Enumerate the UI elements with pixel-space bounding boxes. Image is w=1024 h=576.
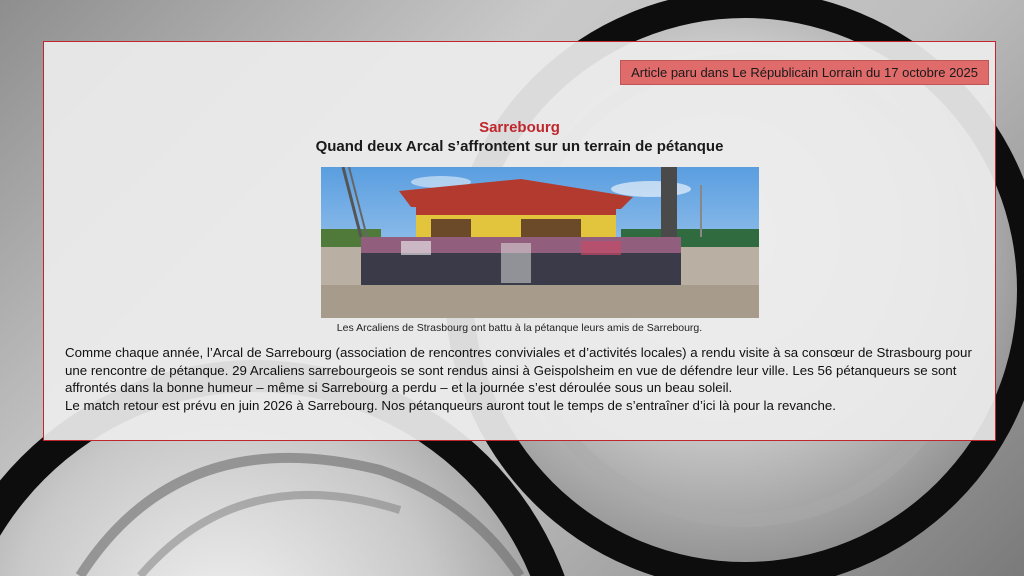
article-headline: Quand deux Arcal s’affrontent sur un terrain de pétanque [315,138,724,155]
group-photo [321,167,759,318]
article-paragraph-1: Comme chaque année, l’Arcal de Sarrebourg (association de rencontres conviviales et d’activités locales) a rendu visite à sa consœur de Strasbourg pour une rencontre de pétanque. 29 Arcaliens sarrebourgeois se sont rendus ainsi à Geispolsheim en vue de défendre leur ville. Les 56 pétanqueurs se sont affrontés dans la bonne humeur – même si Sarrebourg a perdu – et la journée s’est déroulée sous un beau soleil. [65,345,972,395]
article-paragraph-2: Le match retour est prévu en juin 2026 à Sarrebourg. Nos pétanqueurs auront tout le temps de s’entraîner d’ici là pour la revanche. [65,397,836,413]
photo-caption: Les Arcaliens de Strasbourg ont battu à la pétanque leurs amis de Sarrebourg. [336,322,703,334]
article-body [65,344,980,414]
group-photo-illustration [321,167,759,318]
article-card [43,41,996,441]
source-tag: Article paru dans Le Républicain Lorrain du 17 octobre 2025 [620,60,989,85]
article-kicker: Sarrebourg [479,119,560,136]
